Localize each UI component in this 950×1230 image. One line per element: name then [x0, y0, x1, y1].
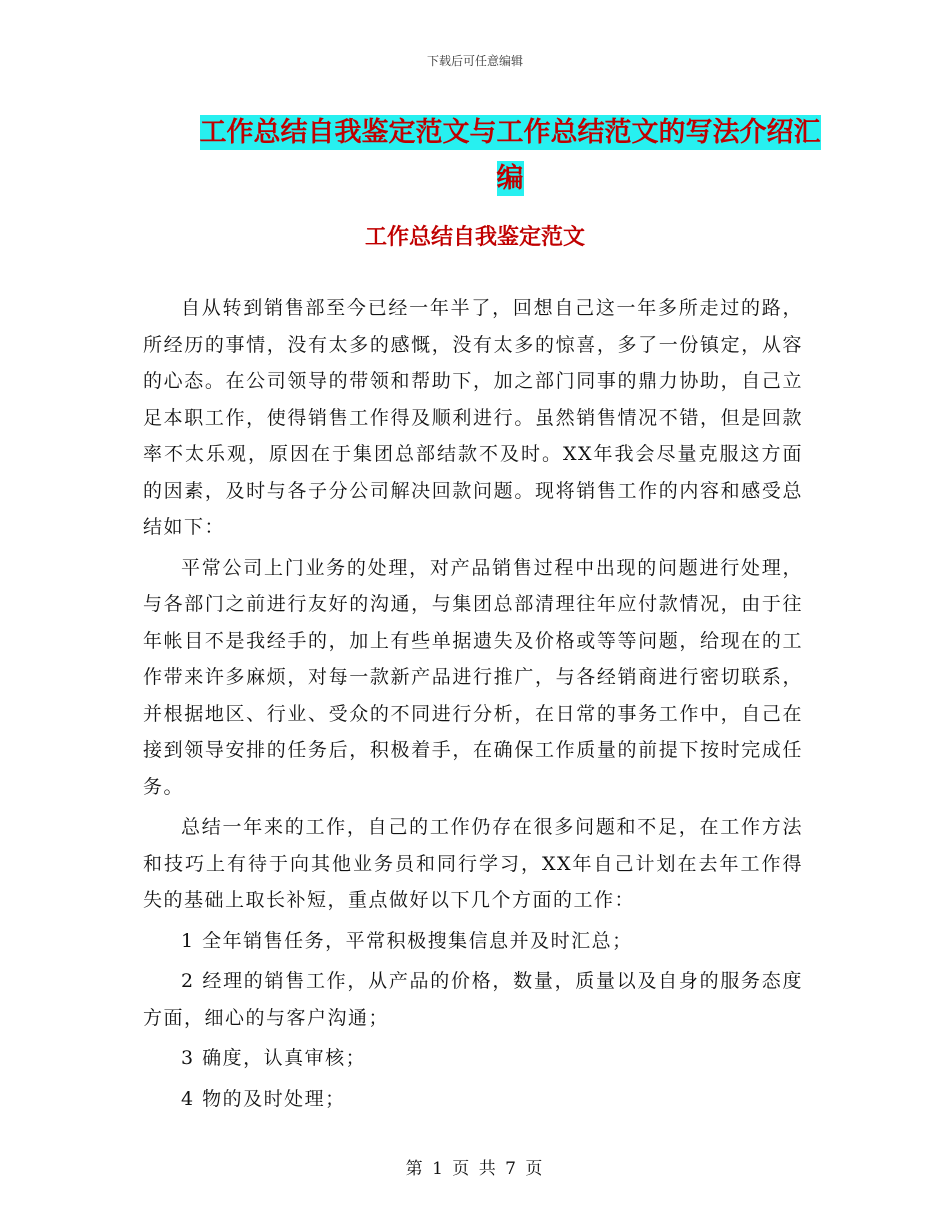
section-heading: 工作总结自我鉴定范文 — [364, 225, 585, 250]
list-item: 2 经理的销售工作，从产品的价格，数量，质量以及自身的服务态度方面，细心的与客户沟通； — [143, 970, 803, 1029]
page-footer: 第 1 页 共 7 页 — [405, 1159, 545, 1179]
list-item: 1 全年销售任务，平常积极搜集信息并及时汇总； — [181, 929, 633, 952]
paragraph: 平常公司上门业务的处理，对产品销售过程中出现的问题进行处理，与各部门之前进行友好的沟通，与集团总部清理往年应付款情况，由于往年帐目不是我经手的，加上有些单据遗失及价格或等等问题，给现在的工作带来许多麻烦，对每一款新产品进行推广，与各经销商进行密切联系，并根据地区、行业、受众的不同进行分析，在日常的事务工作中，自己在接到领导安排的任务后，积极着手，在确保工作质量的前提下按时完成任务。 — [143, 556, 803, 798]
list-item: 4 物的及时处理； — [181, 1087, 346, 1110]
list-item: 3 确度，认真审核； — [181, 1047, 367, 1069]
document-title — [190, 110, 830, 202]
body-text — [143, 290, 803, 1121]
paragraph: 自从转到销售部至今已经一年半了，回想自己这一年多所走过的路，所经历的事情，没有太多的感慨，没有太多的惊喜，多了一份镇定，从容的心态。在公司领导的带领和帮助下，加之部门同事的鼎力协助，自己立足本职工作，使得销售工作得及顺利进行。虽然销售情况不错，但是回款率不太乐观，原因在于集团总部结款不及时。XX年我会尽量克服这方面的因素，及时与各子分公司解决回款问题。现将销售工作的内容和感受总结如下： — [143, 297, 803, 538]
paragraph: 总结一年来的工作，自己的工作仍存在很多问题和不足，在工作方法和技巧上有待于向其他业务员和同行学习，XX年自己计划在去年工作得失的基础上取长补短，重点做好以下几个方面的工作： — [143, 816, 803, 911]
header-note: 下载后可任意编辑 — [426, 54, 523, 68]
document-title-text: 工作总结自我鉴定范文与工作总结范文的写法介绍汇编 — [199, 117, 821, 194]
